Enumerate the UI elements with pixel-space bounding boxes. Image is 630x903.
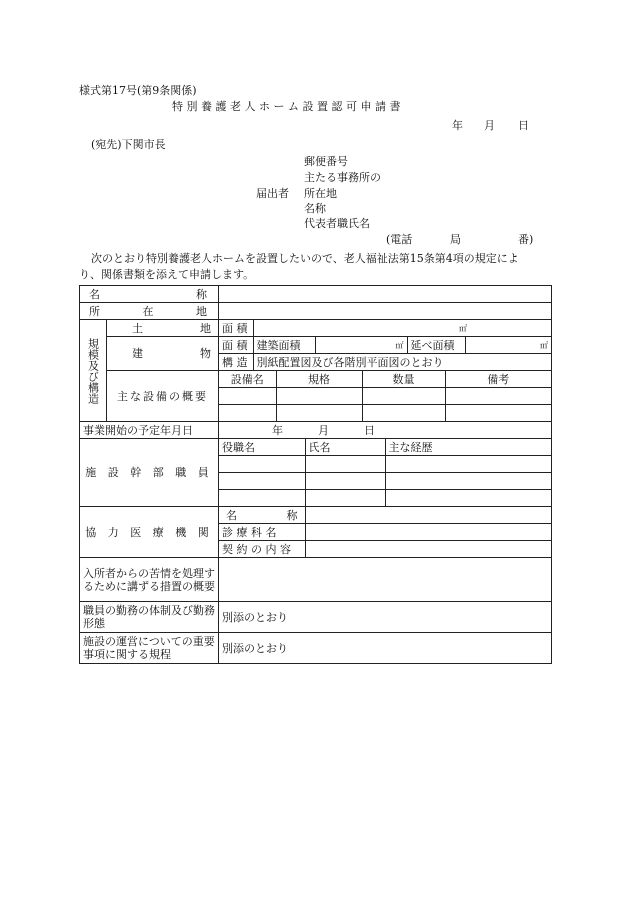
staff-row (219, 456, 552, 473)
staff-name-input[interactable] (305, 473, 385, 489)
equipment-header-qty: 数量 (362, 371, 445, 387)
duty-label: 職員の勤務の体制及び勤務形態 (80, 602, 219, 633)
row-start-date (80, 422, 552, 439)
staff-position-input[interactable] (219, 473, 305, 489)
equipment-header-note: 備考 (487, 372, 510, 386)
floor-area-input[interactable] (465, 337, 551, 353)
staff-header-name: 氏名 (305, 439, 385, 455)
partner-contract-input[interactable] (305, 541, 551, 557)
staff-header-career: 主な経歴 (388, 440, 433, 454)
equipment-spec-input[interactable] (276, 405, 362, 421)
staff-position-input[interactable] (219, 456, 305, 472)
rules-value: 別添のとおり (219, 633, 552, 664)
equipment-spec-input[interactable] (276, 388, 362, 404)
phone-station: 局 (450, 233, 461, 246)
sqm-unit: ㎡ (540, 341, 548, 350)
equipment-name-input[interactable] (219, 388, 276, 404)
intro-line-2: り、関係書類を添えて申請します。 (79, 268, 255, 281)
partner-dept-cell (219, 524, 552, 541)
applicant-office-label: 主たる事務所の (304, 171, 381, 184)
row-name (80, 286, 552, 303)
row-partner-name (80, 507, 552, 524)
equipment-label-cell: 主な設備の概要 (107, 371, 219, 422)
row-building-area (80, 337, 552, 354)
equipment-note-input[interactable] (445, 405, 551, 421)
structure-value: 別紙配置図及び各階別平面図のとおり (256, 355, 444, 369)
applicant-postal-label: 郵便番号 (304, 155, 348, 168)
staff-career-input[interactable] (385, 456, 551, 472)
date-month-label: 月 (484, 119, 495, 132)
complaint-input[interactable] (219, 558, 552, 602)
applicant-name-label: 名称 (304, 202, 326, 215)
start-month-label: 月 (318, 423, 329, 437)
addressee: (宛先)下関市長 (91, 138, 166, 151)
sqm-unit: ㎡ (395, 341, 404, 350)
land-area-cell (219, 320, 552, 337)
partner-label-cell: 協 力 医 療 機 関 (80, 507, 219, 558)
scale-structure-label: 規模及び構造 (80, 320, 107, 422)
date-day-label: 日 (518, 119, 529, 132)
start-date-input[interactable] (219, 422, 552, 439)
equipment-note-input[interactable] (445, 388, 551, 404)
staff-position-input[interactable] (219, 490, 305, 506)
partner-contract-label: 契 約 の 内 容 (219, 541, 305, 557)
applicant-representative-label: 代表者職氏名 (304, 217, 370, 230)
name-label-cell: 名 称 (80, 286, 219, 303)
date-year-label: 年 (452, 119, 463, 132)
equipment-header-cell (219, 371, 552, 388)
partner-name-input[interactable] (305, 507, 551, 523)
start-date-label: 事業開始の予定年月日 (80, 422, 219, 439)
staff-row (219, 490, 552, 507)
staff-career-input[interactable] (385, 473, 551, 489)
row-location (80, 303, 552, 320)
row-rules (80, 633, 552, 664)
partner-name-cell (219, 507, 552, 524)
equipment-row (219, 405, 552, 422)
row-duty (80, 602, 552, 633)
partner-contract-cell (219, 541, 552, 558)
structure-label: 構 造 (219, 354, 253, 370)
staff-label-cell: 施 設 幹 部 職 員 (80, 439, 219, 507)
start-year-label: 年 (272, 423, 283, 437)
application-table (79, 285, 552, 664)
partner-name-label: 名 称 (219, 507, 305, 523)
intro-line-1: 次のとおり特別養護老人ホームを設置したいので、老人福祉法第15条第4項の規定によ (91, 252, 519, 265)
staff-name-input[interactable] (305, 490, 385, 506)
location-input[interactable] (219, 303, 552, 320)
building-label-cell: 建 物 (107, 337, 219, 371)
phone-prefix: (電話 (386, 233, 413, 246)
sqm-unit: ㎡ (459, 324, 467, 333)
equipment-row (219, 388, 552, 405)
equipment-header-name: 設備名 (219, 371, 276, 387)
equipment-header-spec: 規格 (276, 371, 362, 387)
row-equipment-header (80, 371, 552, 388)
applicant-label: 届出者 (256, 187, 289, 200)
row-land (80, 320, 552, 337)
staff-career-input[interactable] (385, 490, 551, 506)
building-area-cell (219, 337, 552, 354)
partner-dept-input[interactable] (305, 524, 551, 540)
building-area-label: 面 積 (219, 337, 253, 353)
page-title: 特 別 養 護 老 人 ホ ー ム 設 置 認 可 申 請 書 (172, 100, 401, 113)
land-label-cell: 土 地 (107, 320, 219, 337)
staff-header-cell (219, 439, 552, 456)
building-structure-cell (219, 354, 552, 371)
land-area-input[interactable] (253, 320, 551, 336)
complaint-label: 入所者からの苦情を処理するために講ずる措置の概要 (80, 558, 219, 602)
row-staff (80, 439, 552, 456)
equipment-qty-input[interactable] (362, 388, 445, 404)
rules-label: 施設の運営についての重要事項に関する規程 (80, 633, 219, 664)
start-day-label: 日 (364, 423, 375, 437)
duty-value: 別添のとおり (219, 602, 552, 633)
building-footprint-label: 建築面積 (253, 337, 315, 353)
building-footprint-input[interactable] (315, 337, 407, 353)
staff-name-input[interactable] (305, 456, 385, 472)
equipment-name-input[interactable] (219, 405, 276, 421)
applicant-location-label: 所在地 (304, 187, 337, 200)
land-area-label: 面 積 (219, 320, 253, 336)
staff-row (219, 473, 552, 490)
staff-header-position: 役職名 (219, 439, 305, 455)
phone-number: 番) (518, 233, 534, 246)
location-label-cell: 所 在 地 (80, 303, 219, 320)
floor-area-label: 延べ面積 (407, 337, 465, 353)
name-input[interactable] (219, 286, 552, 303)
equipment-qty-input[interactable] (362, 405, 445, 421)
row-complaint (80, 558, 552, 602)
partner-dept-label: 診 療 科 名 (219, 524, 305, 540)
form-number: 様式第17号(第9条関係) (79, 84, 197, 97)
